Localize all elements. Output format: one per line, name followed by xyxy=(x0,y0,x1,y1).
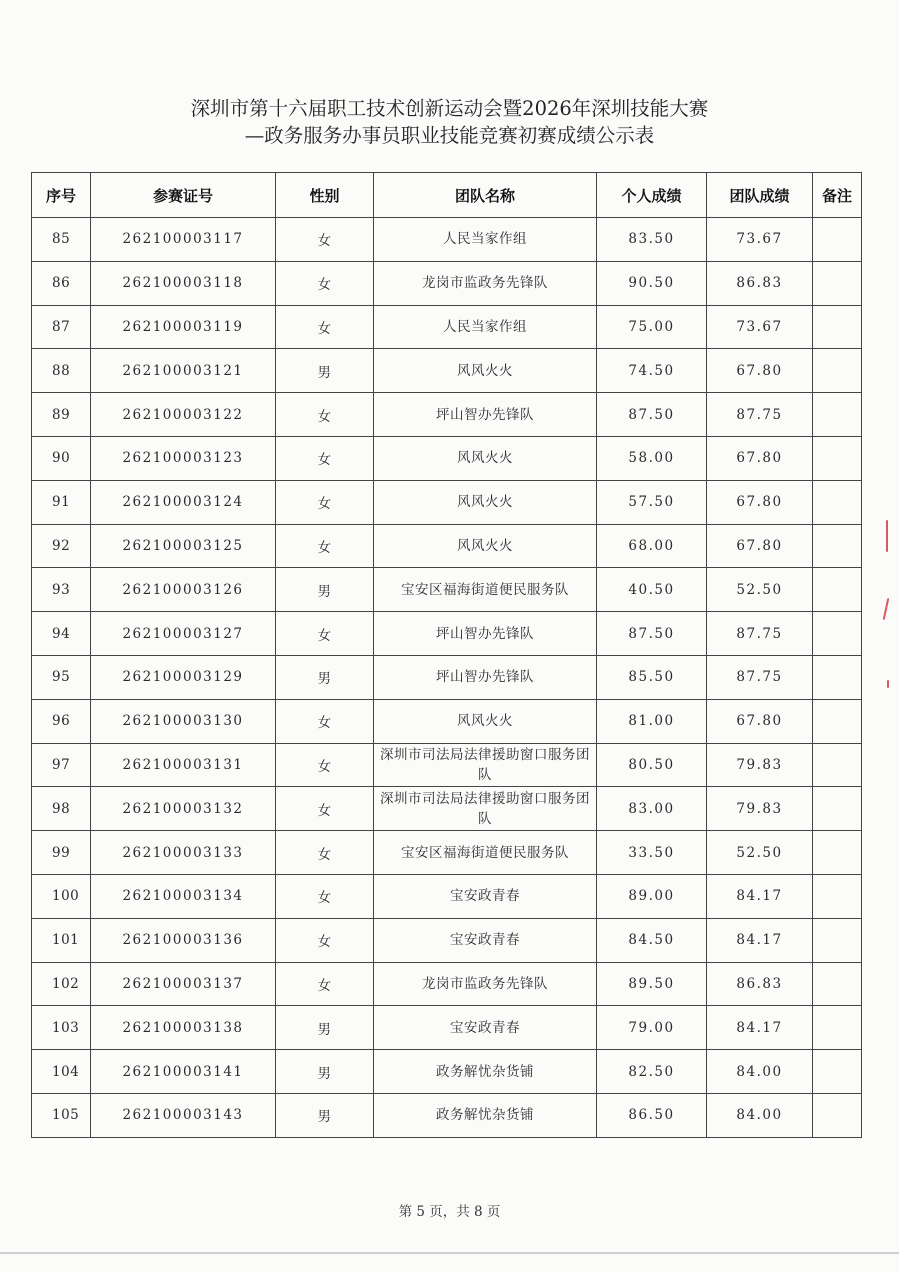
cell-remark xyxy=(813,1006,862,1050)
cell-seq: 103 xyxy=(32,1006,91,1050)
cell-seq: 91 xyxy=(32,480,91,524)
header-id: 参赛证号 xyxy=(91,173,276,218)
cell-remark xyxy=(813,1093,862,1137)
cell-gender: 女 xyxy=(276,393,374,437)
cell-team: 政务解忧杂货铺 xyxy=(374,1050,597,1094)
cell-personal-score: 80.50 xyxy=(597,743,707,787)
cell-remark xyxy=(813,524,862,568)
page-footer: 第 5 页，共 8 页 xyxy=(398,1204,501,1220)
cell-id: 262100003138 xyxy=(91,1006,276,1050)
cell-remark xyxy=(813,612,862,656)
cell-remark xyxy=(813,962,862,1006)
cell-remark xyxy=(813,655,862,699)
table-row xyxy=(32,699,862,743)
cell-team-score: 86.83 xyxy=(707,962,813,1006)
table-row xyxy=(32,918,862,962)
cell-team: 风风火火 xyxy=(374,436,597,480)
margin-mark xyxy=(883,598,890,620)
cell-team: 人民当家作组 xyxy=(374,305,597,349)
cell-gender: 女 xyxy=(276,918,374,962)
cell-team-score: 84.00 xyxy=(707,1050,813,1094)
cell-team: 宝安区福海街道便民服务队 xyxy=(374,568,597,612)
cell-team: 深圳市司法局法律援助窗口服务团队 xyxy=(374,787,597,831)
cell-personal-score: 68.00 xyxy=(597,524,707,568)
cell-seq: 101 xyxy=(32,918,91,962)
cell-team: 龙岗市监政务先锋队 xyxy=(374,261,597,305)
cell-team-score: 73.67 xyxy=(707,305,813,349)
cell-remark xyxy=(813,480,862,524)
cell-team-score: 87.75 xyxy=(707,655,813,699)
cell-personal-score: 75.00 xyxy=(597,305,707,349)
cell-team-score: 79.83 xyxy=(707,787,813,831)
cell-personal-score: 81.00 xyxy=(597,699,707,743)
cell-gender: 男 xyxy=(276,1050,374,1094)
cell-personal-score: 85.50 xyxy=(597,655,707,699)
page-edge-line xyxy=(0,1252,899,1254)
cell-personal-score: 86.50 xyxy=(597,1093,707,1137)
table-row xyxy=(32,524,862,568)
cell-team-score: 84.17 xyxy=(707,1006,813,1050)
cell-team-score: 84.00 xyxy=(707,1093,813,1137)
cell-id: 262100003129 xyxy=(91,655,276,699)
cell-id: 262100003117 xyxy=(91,218,276,262)
table-row xyxy=(32,568,862,612)
table-header-row xyxy=(32,173,862,218)
cell-id: 262100003133 xyxy=(91,831,276,875)
cell-gender: 女 xyxy=(276,743,374,787)
cell-personal-score: 89.50 xyxy=(597,962,707,1006)
cell-id: 262100003132 xyxy=(91,787,276,831)
cell-id: 262100003124 xyxy=(91,480,276,524)
cell-id: 262100003126 xyxy=(91,568,276,612)
cell-team: 风风火火 xyxy=(374,699,597,743)
cell-id: 262100003134 xyxy=(91,874,276,918)
cell-remark xyxy=(813,393,862,437)
cell-personal-score: 83.00 xyxy=(597,787,707,831)
table-row xyxy=(32,655,862,699)
cell-remark xyxy=(813,787,862,831)
cell-team-score: 52.50 xyxy=(707,568,813,612)
score-table xyxy=(31,172,862,1138)
header-gender: 性别 xyxy=(276,173,374,218)
cell-id: 262100003137 xyxy=(91,962,276,1006)
cell-team-score: 84.17 xyxy=(707,918,813,962)
header-team: 团队名称 xyxy=(374,173,597,218)
cell-id: 262100003143 xyxy=(91,1093,276,1137)
cell-remark xyxy=(813,831,862,875)
cell-team: 人民当家作组 xyxy=(374,218,597,262)
table-row xyxy=(32,831,862,875)
cell-id: 262100003127 xyxy=(91,612,276,656)
cell-team-score: 87.75 xyxy=(707,393,813,437)
cell-seq: 102 xyxy=(32,962,91,1006)
header-seq: 序号 xyxy=(32,173,91,218)
table-row xyxy=(32,480,862,524)
cell-personal-score: 40.50 xyxy=(597,568,707,612)
cell-remark xyxy=(813,261,862,305)
cell-seq: 92 xyxy=(32,524,91,568)
cell-seq: 90 xyxy=(32,436,91,480)
cell-personal-score: 33.50 xyxy=(597,831,707,875)
header-personal-score: 个人成绩 xyxy=(597,173,707,218)
cell-personal-score: 58.00 xyxy=(597,436,707,480)
title-line-1: 深圳市第十六届职工技术创新运动会暨2026年深圳技能大赛 xyxy=(190,97,709,120)
cell-team-score: 67.80 xyxy=(707,480,813,524)
table-body xyxy=(32,218,862,1138)
cell-seq: 88 xyxy=(32,349,91,393)
cell-gender: 男 xyxy=(276,1006,374,1050)
cell-seq: 93 xyxy=(32,568,91,612)
cell-gender: 女 xyxy=(276,261,374,305)
cell-id: 262100003123 xyxy=(91,436,276,480)
cell-seq: 86 xyxy=(32,261,91,305)
cell-team-score: 86.83 xyxy=(707,261,813,305)
table-row xyxy=(32,874,862,918)
cell-team: 风风火火 xyxy=(374,349,597,393)
cell-team-score: 87.75 xyxy=(707,612,813,656)
cell-id: 262100003118 xyxy=(91,261,276,305)
cell-remark xyxy=(813,699,862,743)
cell-id: 262100003125 xyxy=(91,524,276,568)
cell-team: 宝安政青春 xyxy=(374,1006,597,1050)
cell-personal-score: 87.50 xyxy=(597,393,707,437)
cell-team-score: 79.83 xyxy=(707,743,813,787)
table-row xyxy=(32,305,862,349)
cell-remark xyxy=(813,349,862,393)
cell-personal-score: 90.50 xyxy=(597,261,707,305)
table-row xyxy=(32,1006,862,1050)
cell-seq: 96 xyxy=(32,699,91,743)
cell-personal-score: 89.00 xyxy=(597,874,707,918)
cell-team: 深圳市司法局法律援助窗口服务团队 xyxy=(374,743,597,787)
cell-remark xyxy=(813,568,862,612)
cell-id: 262100003122 xyxy=(91,393,276,437)
cell-remark xyxy=(813,743,862,787)
header-team-score: 团队成绩 xyxy=(707,173,813,218)
cell-id: 262100003136 xyxy=(91,918,276,962)
table-row xyxy=(32,612,862,656)
table-row xyxy=(32,261,862,305)
cell-gender: 男 xyxy=(276,349,374,393)
table-row xyxy=(32,349,862,393)
table-row xyxy=(32,393,862,437)
cell-team-score: 73.67 xyxy=(707,218,813,262)
cell-team-score: 52.50 xyxy=(707,831,813,875)
cell-seq: 87 xyxy=(32,305,91,349)
table-row xyxy=(32,743,862,787)
cell-gender: 女 xyxy=(276,480,374,524)
cell-gender: 女 xyxy=(276,831,374,875)
cell-seq: 100 xyxy=(32,874,91,918)
cell-seq: 85 xyxy=(32,218,91,262)
cell-personal-score: 79.00 xyxy=(597,1006,707,1050)
cell-remark xyxy=(813,1050,862,1094)
cell-team-score: 84.17 xyxy=(707,874,813,918)
cell-seq: 104 xyxy=(32,1050,91,1094)
cell-seq: 98 xyxy=(32,787,91,831)
cell-seq: 95 xyxy=(32,655,91,699)
cell-gender: 女 xyxy=(276,787,374,831)
cell-personal-score: 57.50 xyxy=(597,480,707,524)
header-remark: 备注 xyxy=(813,173,862,218)
cell-gender: 女 xyxy=(276,612,374,656)
cell-personal-score: 84.50 xyxy=(597,918,707,962)
cell-gender: 女 xyxy=(276,305,374,349)
cell-team: 宝安政青春 xyxy=(374,874,597,918)
cell-personal-score: 83.50 xyxy=(597,218,707,262)
cell-gender: 女 xyxy=(276,218,374,262)
cell-remark xyxy=(813,436,862,480)
margin-mark xyxy=(886,520,888,552)
cell-gender: 女 xyxy=(276,524,374,568)
cell-seq: 105 xyxy=(32,1093,91,1137)
cell-gender: 女 xyxy=(276,699,374,743)
cell-id: 262100003119 xyxy=(91,305,276,349)
cell-gender: 女 xyxy=(276,962,374,1006)
title-line-2: —政务服务办事员职业技能竞赛初赛成绩公示表 xyxy=(244,124,655,147)
cell-team: 坪山智办先锋队 xyxy=(374,655,597,699)
cell-gender: 男 xyxy=(276,655,374,699)
table-row xyxy=(32,436,862,480)
cell-remark xyxy=(813,218,862,262)
cell-gender: 女 xyxy=(276,874,374,918)
table-row xyxy=(32,1093,862,1137)
cell-personal-score: 82.50 xyxy=(597,1050,707,1094)
table-row xyxy=(32,787,862,831)
cell-id: 262100003141 xyxy=(91,1050,276,1094)
cell-team: 风风火火 xyxy=(374,480,597,524)
cell-remark xyxy=(813,305,862,349)
cell-seq: 94 xyxy=(32,612,91,656)
table-row xyxy=(32,1050,862,1094)
cell-personal-score: 87.50 xyxy=(597,612,707,656)
cell-id: 262100003131 xyxy=(91,743,276,787)
margin-mark xyxy=(887,680,889,688)
cell-seq: 97 xyxy=(32,743,91,787)
cell-gender: 男 xyxy=(276,1093,374,1137)
cell-team-score: 67.80 xyxy=(707,699,813,743)
cell-gender: 男 xyxy=(276,568,374,612)
cell-seq: 89 xyxy=(32,393,91,437)
cell-team-score: 67.80 xyxy=(707,349,813,393)
cell-remark xyxy=(813,874,862,918)
cell-team: 宝安政青春 xyxy=(374,918,597,962)
cell-id: 262100003130 xyxy=(91,699,276,743)
cell-team-score: 67.80 xyxy=(707,436,813,480)
cell-team: 风风火火 xyxy=(374,524,597,568)
cell-personal-score: 74.50 xyxy=(597,349,707,393)
cell-team: 龙岗市监政务先锋队 xyxy=(374,962,597,1006)
cell-seq: 99 xyxy=(32,831,91,875)
cell-remark xyxy=(813,918,862,962)
cell-id: 262100003121 xyxy=(91,349,276,393)
cell-team: 坪山智办先锋队 xyxy=(374,612,597,656)
table-row xyxy=(32,962,862,1006)
cell-gender: 女 xyxy=(276,436,374,480)
table-row xyxy=(32,218,862,262)
cell-team-score: 67.80 xyxy=(707,524,813,568)
cell-team: 政务解忧杂货铺 xyxy=(374,1093,597,1137)
cell-team: 宝安区福海街道便民服务队 xyxy=(374,831,597,875)
cell-team: 坪山智办先锋队 xyxy=(374,393,597,437)
document-title xyxy=(0,95,899,149)
